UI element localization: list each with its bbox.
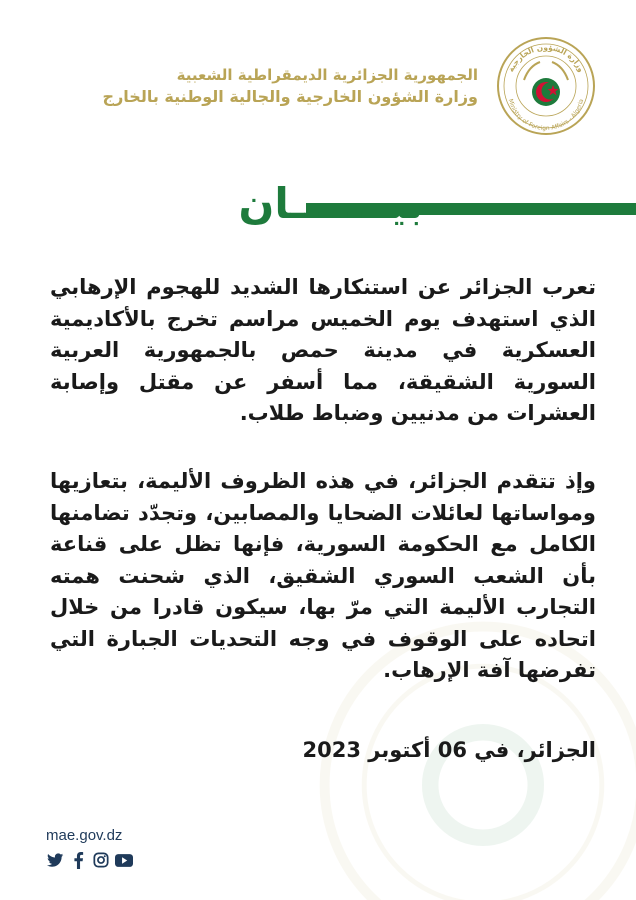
youtube-icon[interactable] [115, 851, 133, 869]
statement-date: الجزائر، في 06 أكتوبر 2023 [302, 738, 596, 762]
twitter-icon[interactable] [46, 851, 64, 869]
logo-text-ar: وزارة الشؤون الخارجية [506, 42, 586, 74]
header-ministry-name: وزارة الشؤون الخارجية والجالية الوطنية بالخارج [102, 87, 478, 106]
website-link[interactable]: mae.gov.dz [46, 827, 123, 844]
social-links [46, 851, 133, 869]
header-country-name: الجمهورية الجزائرية الديمقراطية الشعبية [176, 66, 478, 84]
statement-paragraph-2: وإذ تتقدم الجزائر، في هذه الظروف الأليمة، بتعازيها ومواساتها لعائلات الضحايا والمصابين، وتجدّد تضامنها الكامل مع الحكومة السورية، فإنها تظل على قناعة بأن الشعب السوري الشقيق، الذي شحنت همته التجارب الأليمة التي مرّ بها، سيكون قادرا من خلال اتحاده على الوقوف في وجه التحديات الجبارة التي تفرضها آفة الإرهاب. [50, 469, 596, 682]
ministry-seal-icon [496, 36, 596, 136]
statement-paragraph-1: تعرب الجزائر عن استنكارها الشديد للهجوم الإرهابي الذي استهدف يوم الخميس مراسم تخرج بالأكاديمية العسكرية في مدينة حمص بالجمهورية العربية السورية الشقيقة، مما أسفر عن مقتل وإصابة العشرات من مدنيين وضباط طلاب. [50, 275, 596, 425]
logo-text-en: Ministry of Foreign Affairs - Algeria [506, 98, 586, 133]
instagram-icon[interactable] [92, 851, 110, 869]
page-title: بيـــــــان [238, 179, 424, 228]
facebook-icon[interactable] [69, 851, 87, 869]
